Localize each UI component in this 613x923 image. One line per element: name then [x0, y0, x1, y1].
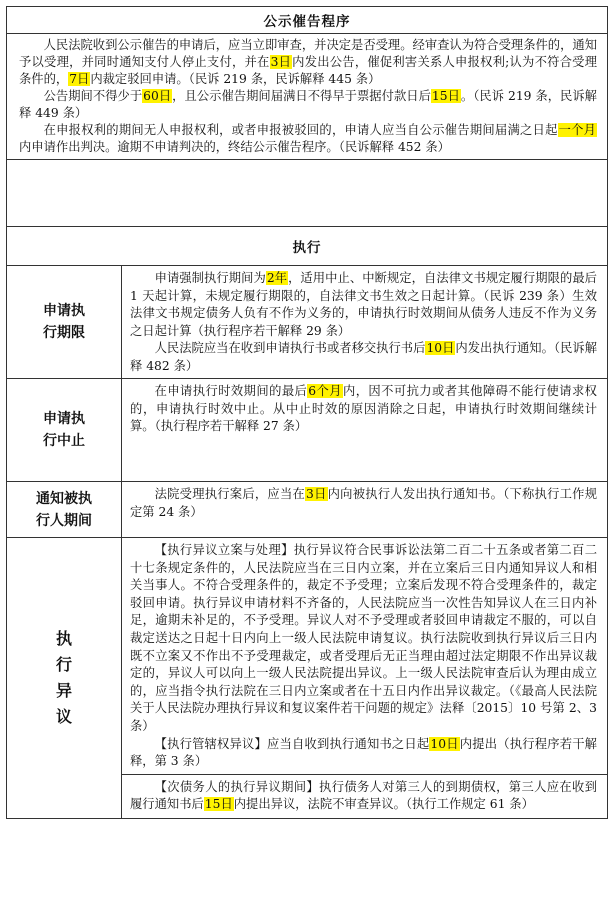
text-run: 内裁定驳回申请。（民诉 219 条，民诉解释 445 条） — [90, 72, 381, 86]
text-run: 【执行管辖权异议】应当自收到执行通知书之日起 — [154, 736, 430, 751]
text-run: 内发出执行通知。（民诉解释 482 条） — [130, 341, 597, 373]
text-run: 内向被执行人发出执行通知书。（下称执行工作规定第 24 条） — [130, 487, 597, 519]
text-run: 在申报权利的期间无人申报权利，或者申报被驳回的，申请人应当自公示催告期间届满之日起 — [43, 123, 558, 137]
highlighted-period: 15日 — [204, 797, 233, 812]
row-content-objection — [122, 538, 608, 819]
highlighted-period: 60日 — [143, 89, 172, 103]
row-label-application-period — [7, 266, 122, 379]
label-line: 行中止 — [43, 433, 85, 449]
blank-row — [7, 160, 608, 227]
jurisdiction-objection-paragraph — [130, 736, 597, 771]
label-line: 申请执 — [43, 411, 85, 427]
text-run: 内，因不可抗力或者其他障碍不能行使请求权的，申请执行时效中止。从中止时效的原因消除之日起，申请执行时效期间继续计算。（执行程序若干解释 27 条） — [130, 384, 597, 434]
content-paragraph — [130, 383, 597, 436]
row-content-notice-period — [122, 482, 608, 538]
text-run: 法院受理执行案后，应当在 — [154, 487, 306, 501]
text-run: ，适用中止、中断规定，自法律文书规定履行期限的最后 1 天起计算，未规定履行期限的，自法律文书生效之日起计算。（民诉 239 条）生效法律文书规定债务人负有不作为义务的，申请执行时效期间从债务人违反不作为义务之日起计算（执行程序若干解释 29 条） — [130, 271, 597, 338]
text-run: 。（民诉 219 条，民诉解释 449 条） — [19, 89, 597, 120]
text-run: 内提出（执行程序若干解释，第 3 条） — [130, 736, 597, 769]
text-run: ，且公示催告期间届满日不得早于票据付款日后 — [172, 89, 431, 103]
row-content-suspension — [122, 379, 608, 482]
label-line: 通知被执 — [36, 490, 92, 507]
row-label-suspension — [7, 379, 122, 482]
text-run: 在申请执行时效期间的最后 — [154, 384, 308, 398]
text-run: 【次债务人的执行异议期间】执行债务人对第三人的到期债权，第三人应在收到履行通知书后 — [130, 779, 597, 812]
highlighted-period: 15日 — [431, 89, 460, 103]
label-char: 行 — [55, 654, 72, 674]
label-char: 议 — [55, 706, 72, 726]
sub-debtor-objection-block — [122, 774, 607, 816]
public-notice-body — [7, 34, 608, 160]
highlighted-period: 2年 — [266, 271, 288, 285]
text-run: 人民法院应当在收到申请执行书或者移交执行书后 — [154, 341, 426, 356]
label-line: 行人期间 — [36, 512, 92, 529]
section-title-execution: 执行 — [7, 227, 608, 266]
public-notice-paragraph-2 — [19, 88, 597, 122]
legal-timeline-table — [6, 6, 608, 819]
section-title-public-notice: 公示催告程序 — [7, 7, 608, 34]
text-run: 内发出公告，催促利害关系人申报权利;认为不符合受理条件的， — [19, 55, 597, 86]
content-paragraph — [130, 486, 597, 521]
highlighted-period: 10日 — [430, 736, 459, 751]
text-run: 申请强制执行期间为 — [154, 271, 266, 285]
label-line: 申请执 — [43, 303, 85, 319]
text-run: 【执行异议立案与处理】执行异议符合民事诉讼法第二百二十五条或者第二百二十七条规定条件的，人民法院应当在三日内立案，并在立案后三日内通知异议人和相关当事人。不符合受理条件的，裁定不予受理；立案后发现不符合受理条件的，裁定驳回申请。执行异议申请材料不齐备的，人民法院应当一次性告知异议人在三日内补足，逾期未补足的，不予受理。异议人对不予受理或者驳回申请裁定不服的，可以自裁定送达之日起十日内向上一级人民法院申请复议。执行法院收到执行异议后三日内既不立案又不作出不予受理裁定，或者受理后无正当理由超过法定期限不作出异议裁定的，异议人可以向上一级人民法院提出异议。上一级人民法院审查后认为理由成立的，应当指令执行法院在三日内立案或者在十五日内作出异议裁定。（《最高人民法院关于人民法院办理执行异议和复议案件若干问题的规定》法释〔2015〕10 号第 2、3 条） — [130, 543, 597, 733]
label-char: 异 — [55, 680, 72, 700]
public-notice-paragraph-3 — [19, 122, 597, 156]
text-run: 公告期间不得少于 — [43, 89, 143, 103]
highlighted-period: 10日 — [426, 341, 455, 356]
text-run: 内申请作出判决。逾期不申请判决的，终结公示催告程序。（民诉解释 452 条） — [19, 140, 450, 154]
highlighted-period: 3日 — [306, 487, 327, 501]
highlighted-period: 6个月 — [308, 384, 342, 398]
highlighted-period: 7日 — [69, 72, 90, 86]
label-line: 行期限 — [43, 325, 85, 341]
highlighted-period: 3日 — [270, 55, 292, 69]
objection-filing-paragraph — [130, 542, 597, 736]
sub-debtor-objection-paragraph — [130, 779, 597, 814]
label-char: 执 — [55, 628, 72, 648]
highlighted-period: 一个月 — [558, 123, 596, 137]
text-run: 人民法院收到公示催告的申请后，应当立即审查，并决定是否受理。经审查认为符合受理条件的，通知予以受理，并同时通知支付人停止支付，并在 — [19, 38, 597, 69]
content-paragraph — [130, 340, 597, 375]
row-content-application-period — [122, 266, 608, 379]
content-paragraph — [130, 270, 597, 340]
row-label-objection — [7, 538, 122, 819]
document-page — [6, 6, 607, 819]
text-run: 内提出异议，法院不审查异议。（执行工作规定 61 条） — [233, 797, 534, 812]
row-label-notice-period — [7, 482, 122, 538]
public-notice-paragraph-1 — [19, 37, 597, 88]
